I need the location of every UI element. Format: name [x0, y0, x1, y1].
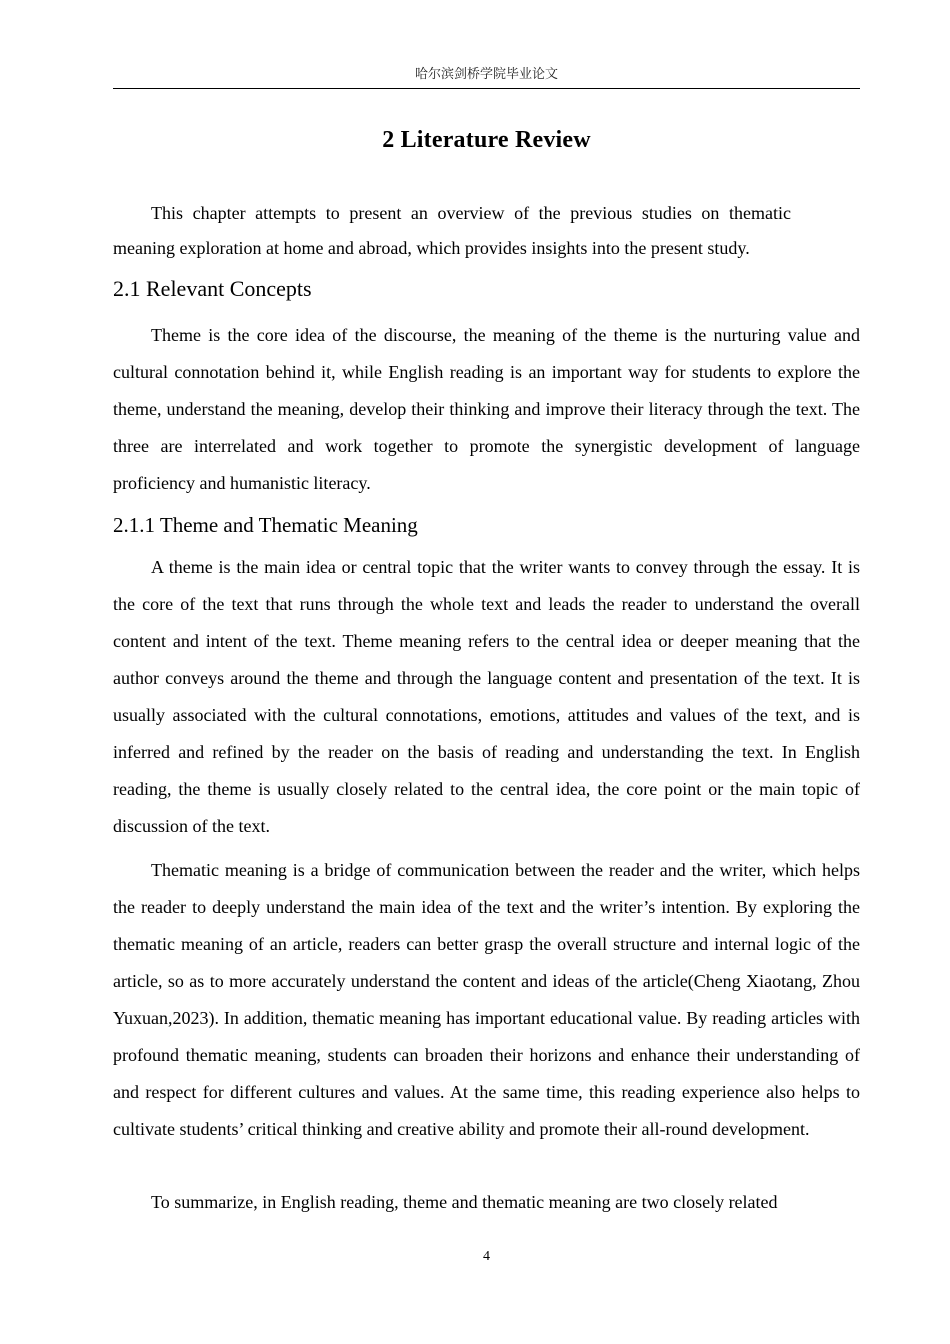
page-number: 4: [483, 1249, 490, 1264]
section-2-1-paragraph: Theme is the core idea of the discourse, the meaning of the theme is the nurturing value and cultural connotation behind it, while English reading is an important way for students to explore the theme, understand the meaning, develop their thinking and improve their literacy through the text. The three are interrelated and work together to promote the synergistic development of language proficiency and humanistic literacy.: [113, 325, 860, 493]
body-paragraph: To summarize, in English reading, theme and thematic meaning are two closely related: [151, 1192, 778, 1212]
section-heading-2-1: 2.1 Relevant Concepts: [113, 276, 312, 301]
header-rule: [113, 88, 860, 89]
body-paragraph: Thematic meaning is a bridge of communication between the reader and the writer, which helps the reader to deeply understand the main idea of the text and the writer’s intention. By exploring the thematic meaning of an article, readers can better grasp the overall structure and internal logic of the article, so as to more accurately understand the content and ideas of the article(Cheng Xiaotang, Zhou Yuxuan,2023). In addition, thematic meaning has important educational value. By reading articles with profound thematic meaning, students can broaden their horizons and enhance their understanding of and respect for different cultures and values. At the same time, this reading experience also helps to cultivate students’ critical thinking and creative ability and promote their all-round development.: [113, 860, 860, 1139]
running-header: 哈尔滨剑桥学院毕业论文: [414, 67, 558, 82]
body-paragraph: A theme is the main idea or central topic that the writer wants to convey through the essay. It is the core of the text that runs through the whole text and leads the reader to understand the overall content and intent of the text. Theme meaning refers to the central idea or deeper meaning that the author conveys around the theme and through the language content and presentation of the text. It is usually associated with the cultural connotations, emotions, attitudes and values of the text, and is inferred and refined by the reader on the basis of reading and understanding the text. In English reading, the theme is usually closely related to the central idea, the core point or the main topic of discussion of the text.: [113, 557, 860, 836]
chapter-title: 2 Literature Review: [382, 127, 591, 153]
chapter-intro-paragraph: This chapter attempts to present an overview of the previous studies on thematic meaning exploration at home and abroad, which provides insights into the present study.: [113, 203, 791, 258]
subsection-heading-2-1-1: 2.1.1 Theme and Thematic Meaning: [113, 513, 418, 537]
